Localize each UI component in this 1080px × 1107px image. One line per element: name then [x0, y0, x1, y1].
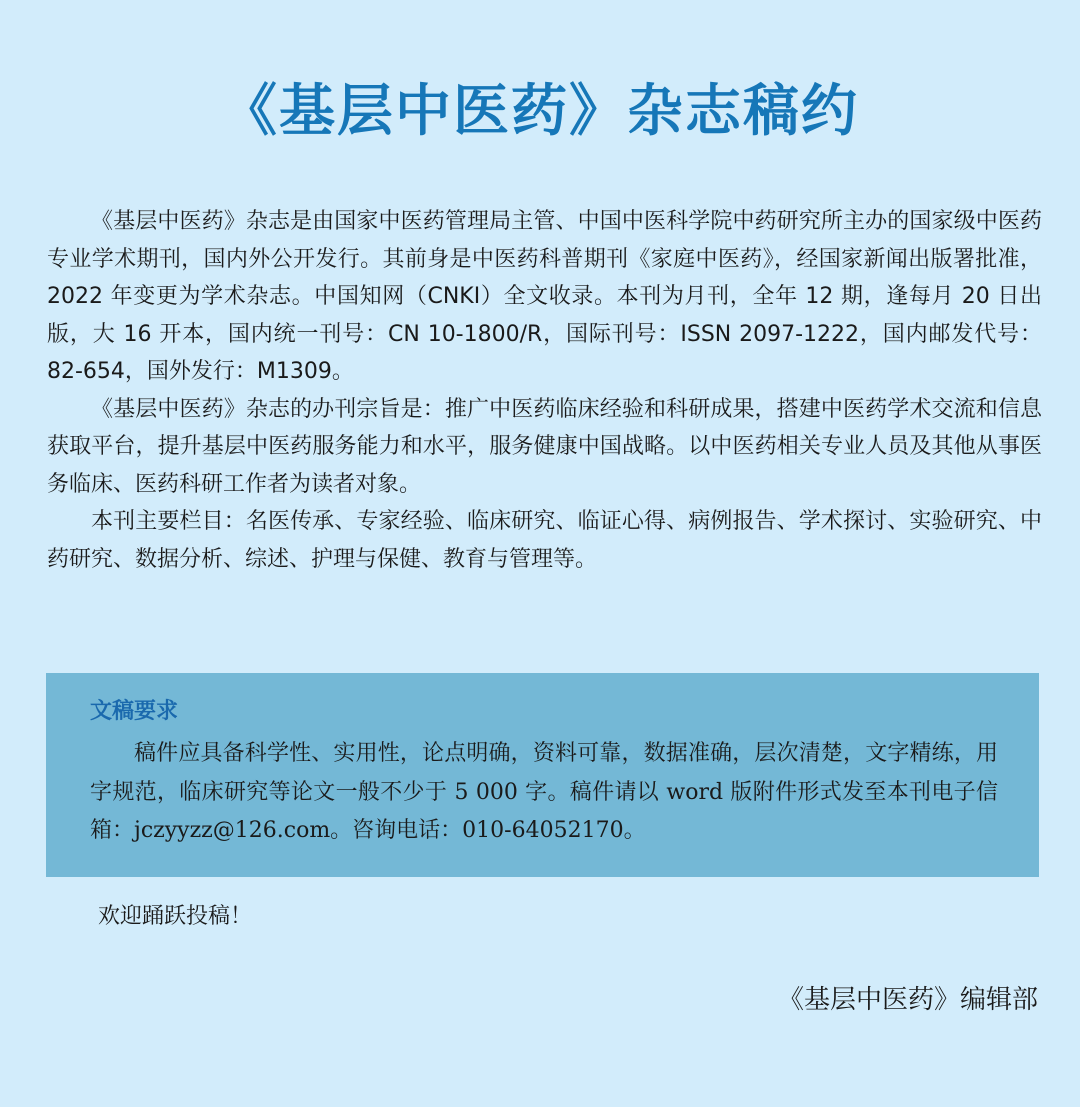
- intro-paragraph: 《基层中医药》杂志是由国家中医药管理局主管、中国中医科学院中药研究所主办的国家级中医药专业学术期刊，国内外公开发行。其前身是中医药科普期刊《家庭中医药》，经国家新闻出版署批准，2022 年变更为学术杂志。中国知网（CNKI）全文收录。本刊为月刊，全年 12 期，逢每月 20 日出版，大 16 开本，国内统一刊号：CN 10-1800/R，国际刊号：ISSN 2097-1222，国内邮发代号：82-654，国外发行：M1309。: [47, 209, 1042, 384]
- requirements-text: 稿件应具备科学性、实用性，论点明确，资料可靠，数据准确，层次清楚，文字精练，用字规范，临床研究等论文一般不少于 5 000 字。稿件请以 word 版附件形式发至本刊电子信箱：jczyyzz@126.com。咨询电话：010-64052170。: [90, 741, 998, 843]
- purpose-paragraph: 《基层中医药》杂志的办刊宗旨是：推广中医药临床经验和科研成果，搭建中医药学术交流和信息获取平台，提升基层中医药服务能力和水平，服务健康中国战略。以中医药相关专业人员及其他从事医务临床、医药科研工作者为读者对象。: [47, 396, 1042, 497]
- requirements-heading: 文稿要求: [90, 699, 179, 724]
- columns-paragraph: 本刊主要栏目：名医传承、专家经验、临床研究、临证心得、病例报告、学术探讨、实验研究、中药研究、数据分析、综述、护理与保健、教育与管理等。: [47, 509, 1042, 572]
- intro-section: [47, 203, 1042, 578]
- requirements-box: [46, 673, 1039, 877]
- page-title: 《基层中医药》杂志稿约: [221, 79, 859, 144]
- editorial-signature: 《基层中医药》编辑部: [777, 985, 1038, 1015]
- requirements-text-block: [90, 735, 998, 851]
- welcome-text: 欢迎踊跃投稿！: [98, 904, 253, 929]
